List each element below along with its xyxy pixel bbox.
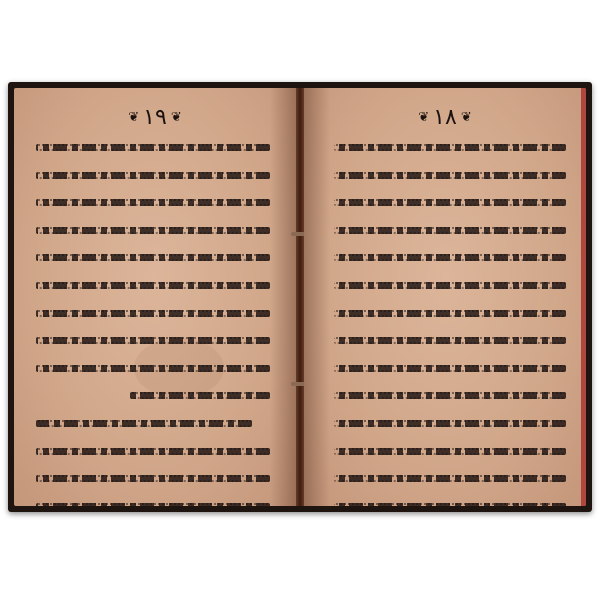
text-line	[334, 254, 566, 261]
left-page-text	[36, 144, 270, 506]
text-line	[334, 365, 566, 372]
ornament-icon: ❦	[418, 110, 430, 125]
text-line	[334, 172, 566, 179]
text-line	[36, 282, 270, 289]
open-book	[8, 82, 592, 512]
text-line	[334, 144, 566, 151]
right-page-header	[304, 106, 586, 130]
text-line	[36, 199, 270, 206]
text-line	[36, 337, 270, 344]
text-line	[334, 227, 566, 234]
text-line	[36, 420, 252, 427]
ornament-icon: ❦	[170, 110, 182, 125]
text-line	[36, 448, 270, 455]
text-line	[130, 392, 270, 399]
right-page-text	[334, 144, 566, 506]
text-line	[334, 199, 566, 206]
left-page-header	[14, 106, 296, 130]
text-line	[36, 310, 270, 317]
ornament-icon: ❦	[460, 110, 472, 125]
right-page-number: ١٨	[433, 105, 457, 130]
left-page-number: ١٩	[143, 105, 167, 130]
text-line	[36, 227, 270, 234]
text-line	[36, 144, 270, 151]
ornament-icon: ❦	[128, 110, 140, 125]
text-line	[36, 172, 270, 179]
right-page	[304, 88, 586, 506]
text-line	[36, 365, 270, 372]
text-line	[36, 503, 270, 506]
text-line	[36, 254, 270, 261]
text-line	[36, 475, 270, 482]
text-line	[334, 282, 566, 289]
text-line	[334, 420, 566, 427]
text-line	[334, 448, 566, 455]
book-gutter	[296, 88, 304, 506]
text-line	[334, 392, 566, 399]
text-line	[334, 310, 566, 317]
left-page	[14, 88, 296, 506]
text-line	[334, 337, 566, 344]
text-line	[334, 475, 566, 482]
text-line	[334, 503, 566, 506]
page-edge	[581, 88, 586, 506]
